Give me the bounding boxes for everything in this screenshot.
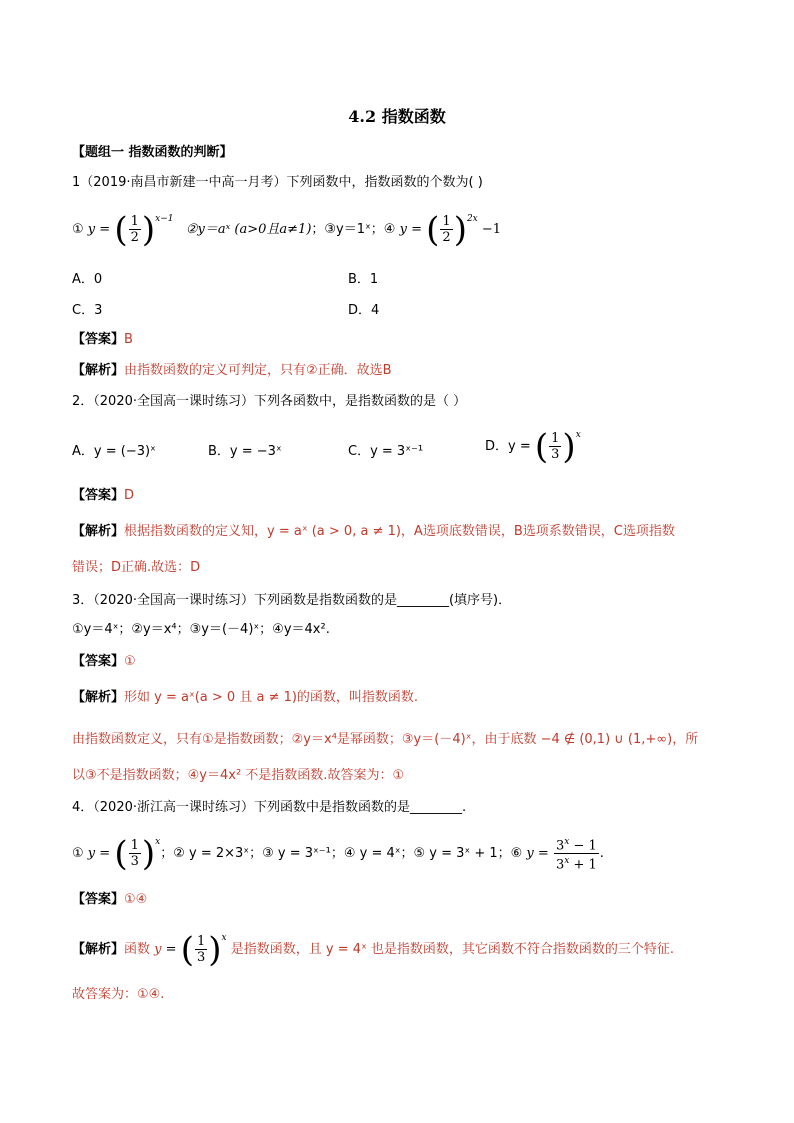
q4-answer: 【答案】①④: [72, 892, 148, 907]
q4-fraction-third: ( $\frac{1}{3}$ ) $^x$: [114, 833, 161, 874]
q1-answer: 【答案】B: [72, 332, 133, 347]
q3-analysis-line3: 以③不是指数函数；④y＝4x² 不是指数函数.故答案为：①: [72, 768, 405, 783]
q1-item1-label: ①: [72, 222, 84, 237]
q4-final-answer: 故答案为：①④.: [72, 987, 165, 1002]
page-title: 4.2 指数函数: [348, 107, 446, 126]
q1-item3: ；③y＝1ˣ；④: [311, 222, 396, 237]
q1-fraction-half-2: ( $\frac{1}{2}$ ) $^{2x}$: [426, 209, 478, 250]
q3-answer: 【答案】①: [72, 654, 136, 669]
q3-items: ①y＝4ˣ；②y＝x⁴；③y＝(－4)ˣ；④y＝4x².: [72, 622, 330, 637]
q1-items: ① y = ( $\frac{1}{2}$ ) $^{x-1}$ ②y＝aˣ (a>0且a≠1)；③y＝1ˣ；④ y = ( $\frac{1}{2}$ ) $^{2x}$ −1: [72, 209, 502, 250]
q1-item2: ②y＝aˣ: [185, 222, 231, 237]
q4-stem: 4．（2020·浙江高一课时练习）下列函数中是指数函数的是________.: [72, 800, 467, 815]
q1-option-a: A．0: [72, 272, 103, 287]
q4-analysis-fraction: ( $\frac{1}{3}$ ) $^x$: [180, 929, 227, 970]
q3-analysis-line2: 由指数函数定义，只有①是指数函数；②y＝x⁴是幂函数；③y＝(－4)ˣ，由于底数 −4 ∉ (0,1) ∪ (1,+∞)，所: [72, 732, 699, 747]
q2-fraction-third: ( $\frac{1}{3}$ ) $^x$: [534, 426, 581, 467]
q2-option-a: A．y = (−3)ˣ: [72, 444, 156, 459]
q2-analysis-line2: 错误；D正确.故选：D: [72, 560, 201, 575]
q1-option-c: C．3: [72, 303, 103, 318]
q1-option-b: B．1: [348, 272, 379, 287]
q2-stem: 2．（2020·全国高一课时练习）下列各函数中，是指数函数的是（ ）: [72, 394, 467, 409]
q1-option-d: D．4: [348, 303, 380, 318]
q1-tail: −1: [481, 222, 502, 237]
q4-fraction-six: $\frac{3^x - 1}{3^x + 1}$: [555, 836, 597, 873]
q2-option-c: C．y = 3ˣ⁻¹: [348, 444, 424, 459]
q1-analysis: 【解析】由指数函数的定义可判定，只有②正确．故选B: [72, 363, 392, 378]
q1-condition: (a>0且a≠1): [234, 222, 312, 237]
q1-fraction-half: ( $\frac{1}{2}$ ) $^{x-1}$: [114, 209, 174, 250]
q2-analysis-line1: 【解析】根据指数函数的定义知，y = aˣ (a > 0, a ≠ 1)，A选项底数错误，B选项系数错误，C选项指数: [72, 524, 675, 539]
q3-analysis-line1: 【解析】形如 y = aˣ(a > 0 且 a ≠ 1)的函数，叫指数函数.: [72, 690, 419, 705]
q4-analysis: 【解析】函数 y = ( $\frac{1}{3}$ ) $^x$ 是指数函数，且 y = 4ˣ 也是指数函数，其它函数不符合指数函数的三个特征.: [72, 929, 675, 970]
q2-option-d: D．y = ( $\frac{1}{3}$ ) $^x$: [485, 426, 581, 467]
q2-option-b: B．y = −3ˣ: [208, 444, 282, 459]
q1-stem: 1（2019·南昌市新建一中高一月考）下列函数中，指数函数的个数为( ): [72, 175, 483, 190]
q4-items: ① y = ( $\frac{1}{3}$ ) $^x$ ；② y = 2×3ˣ；③ y = 3ˣ⁻¹；④ y = 4ˣ；⑤ y = 3ˣ + 1；⑥ y = $\frac{3^x - 1}{3^x + 1}$ .: [72, 833, 604, 874]
q3-stem: 3．（2020·全国高一课时练习）下列函数是指数函数的是________(填序号)．: [72, 593, 512, 608]
q2-answer: 【答案】D: [72, 488, 135, 503]
section-heading: 【题组一 指数函数的判断】: [72, 145, 233, 160]
